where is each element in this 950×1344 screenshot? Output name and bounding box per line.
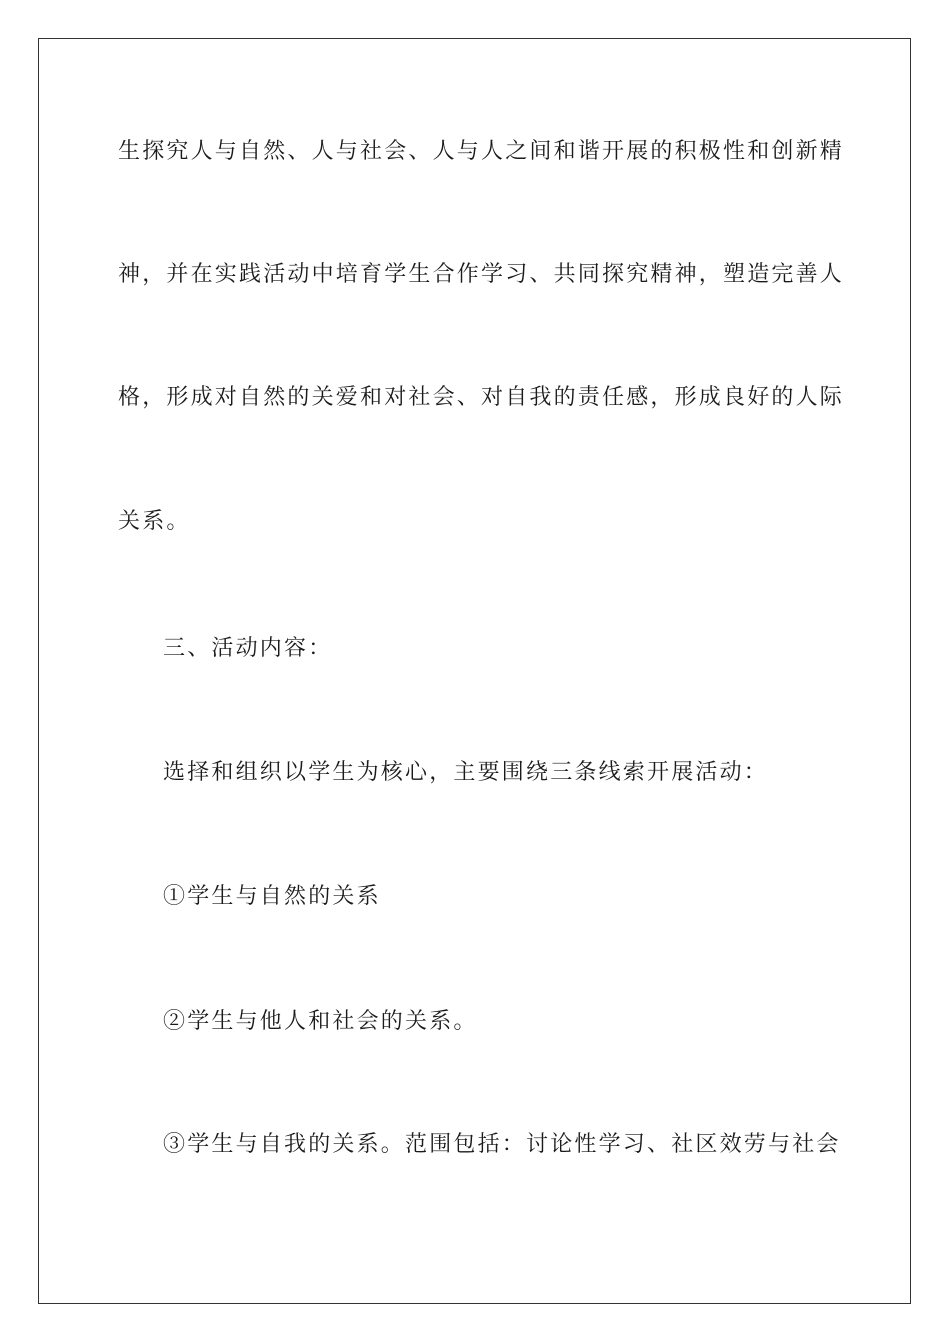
paragraph-line: 格，形成对自然的关爱和对社会、对自我的责任感，形成良好的人际: [118, 385, 845, 410]
list-item: ②学生与他人和社会的关系。: [163, 1009, 478, 1034]
list-item: ①学生与自然的关系: [163, 884, 381, 909]
paragraph-line: 神，并在实践活动中培育学生合作学习、共同探究精神，塑造完善人: [118, 262, 845, 287]
list-item: ③学生与自我的关系。范围包括：讨论性学习、社区效劳与社会: [163, 1132, 841, 1157]
section-heading: 三、活动内容：: [163, 636, 333, 661]
page-border: [38, 38, 911, 1304]
paragraph-line: 选择和组织以学生为核心，主要围绕三条线索开展活动：: [163, 760, 769, 785]
paragraph-line: 生探究人与自然、人与社会、人与人之间和谐开展的积极性和创新精: [118, 139, 845, 164]
paragraph-line: 关系。: [118, 509, 191, 534]
